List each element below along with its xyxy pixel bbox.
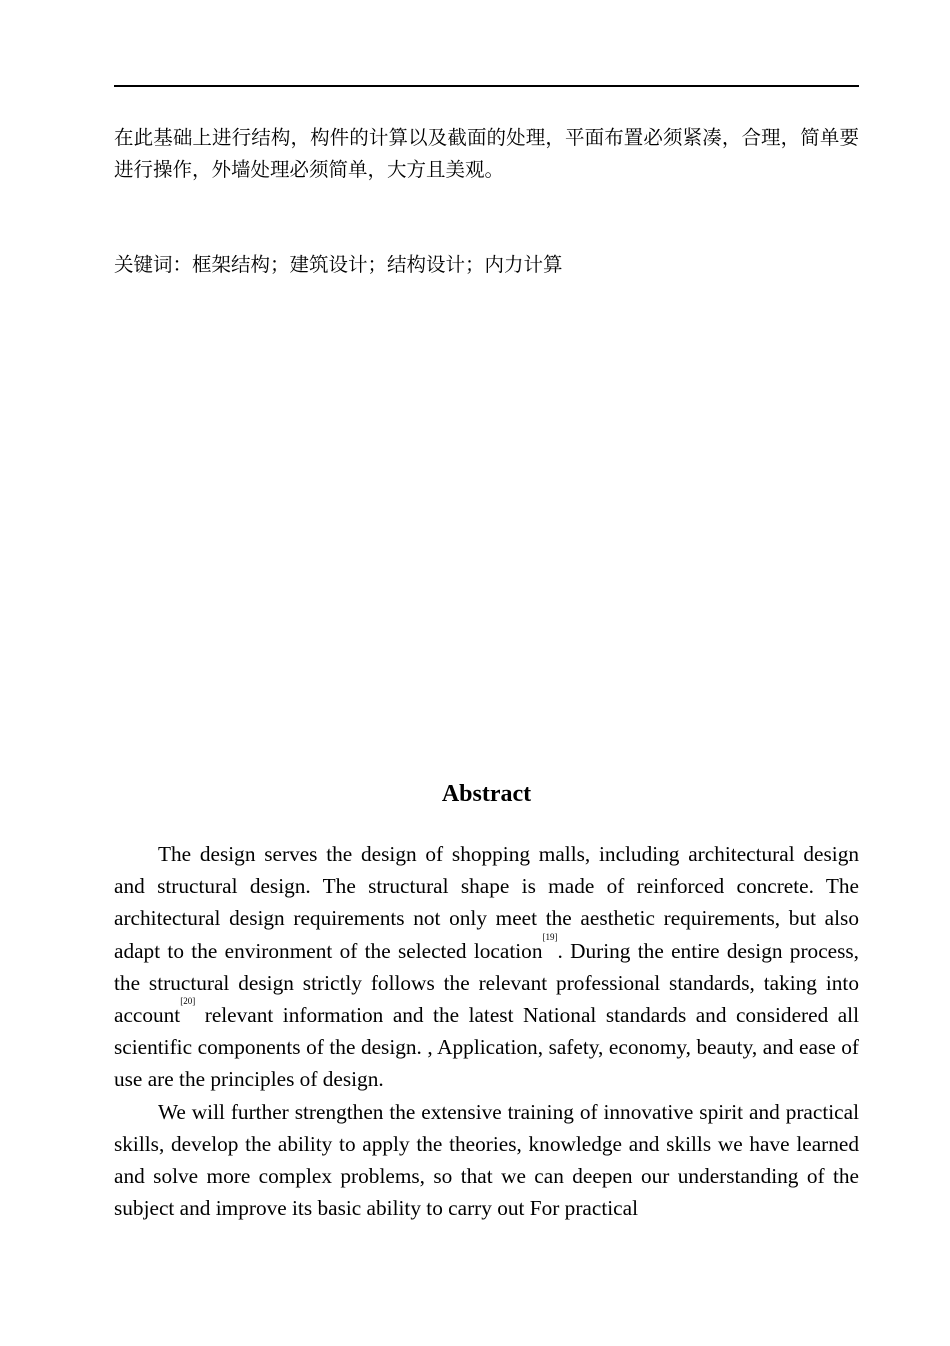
abstract-body (114, 838, 859, 1224)
citation-19: [19] (542, 931, 558, 942)
abstract-p1-text-1: The design serves the design of shopping malls, including architectural design and structural design. The structural shape is made of reinforced concrete. The architectural design requirements not only meet the aesthetic requirements, but also adapt to the environment of the selected location (114, 842, 859, 963)
abstract-paragraph-2: We will further strengthen the extensive training of innovative spirit and practical skills, develop the ability to apply the theories, knowledge and skills we have learned and solve more complex problems, so that we can deepen our understanding of the subject and improve its basic ability to carry out For practical (114, 1099, 859, 1221)
abstract-p1-text-3: relevant information and the latest National standards and considered all scientific components of the design. , Application, safety, economy, beauty, and ease of use are the principles of design. (114, 1003, 859, 1092)
keywords-line (114, 249, 859, 281)
abstract-p1-text-2: . During the entire design process, the structural design strictly follows the relevant professional standards, taking into account (114, 938, 859, 1028)
citation-20: [20] (180, 996, 196, 1007)
keywords-label: 关键词： (114, 253, 193, 276)
header-rule (114, 85, 859, 87)
abstract-title: Abstract (441, 781, 532, 807)
keywords-items: 框架结构；建筑设计；结构设计；内力计算 (192, 253, 563, 276)
abstract-paragraph-1 (114, 838, 859, 1096)
chinese-summary-paragraph: 在此基础上进行结构，构件的计算以及截面的处理，平面布置必须紧凑，合理，简单要进行操作，外墙处理必须简单，大方且美观。 (114, 126, 859, 181)
